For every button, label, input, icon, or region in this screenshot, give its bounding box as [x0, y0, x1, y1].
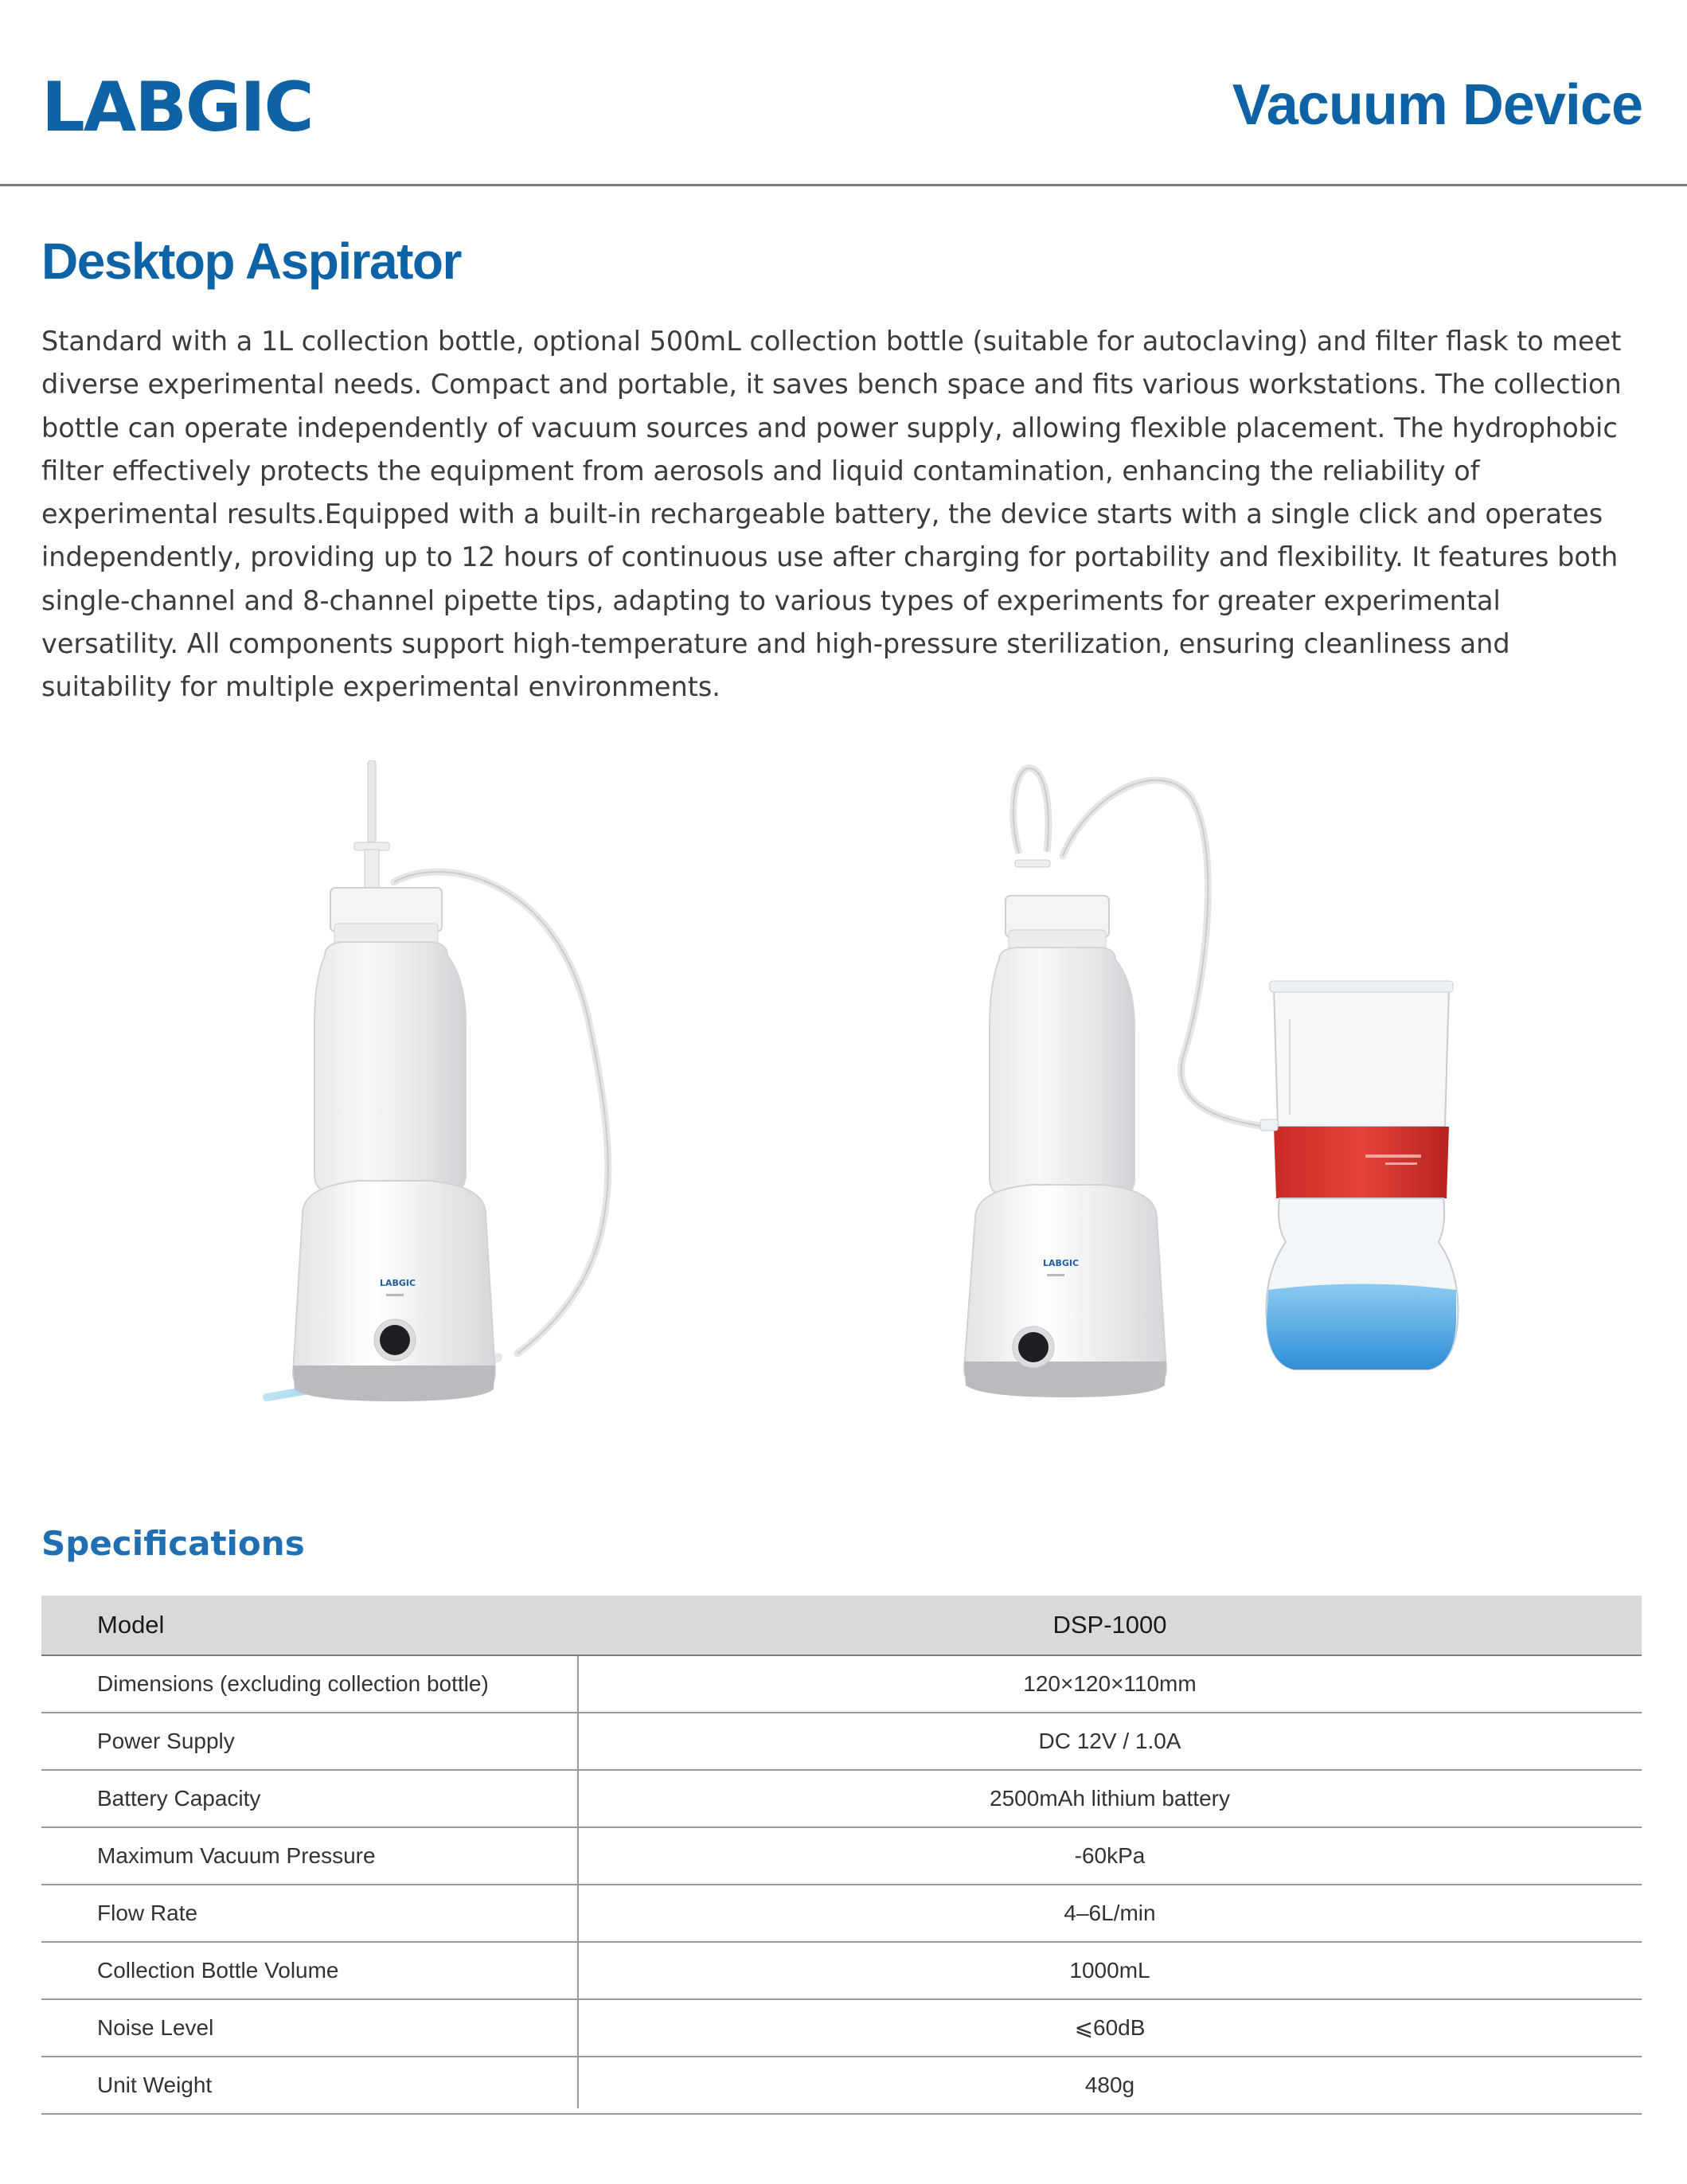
specifications-title: Specifications	[41, 1524, 305, 1563]
spec-value: 2500mAh lithium battery	[990, 1786, 1230, 1811]
spec-key: Flow Rate	[97, 1901, 198, 1925]
spec-key: Dimensions (excluding collection bottle)	[97, 1671, 489, 1696]
spec-value: 1000mL	[1069, 1958, 1150, 1983]
spec-value: DC 12V / 1.0A	[1038, 1729, 1181, 1753]
aspirator-with-filter-flask-image	[951, 764, 1461, 1401]
spec-header-key: Model	[97, 1611, 165, 1639]
spec-value: -60kPa	[1074, 1843, 1146, 1868]
spec-value: 480g	[1084, 2073, 1135, 2097]
spec-value: 4–6L/min	[1064, 1901, 1156, 1925]
labgic-logo: LABGIC	[41, 68, 313, 147]
spec-header-value: DSP-1000	[1052, 1611, 1167, 1639]
device-logo-2: LABGIC	[1043, 1258, 1080, 1268]
spec-row-flow-rate	[41, 1885, 1642, 1943]
spec-row-power-supply	[41, 1713, 1642, 1771]
spec-table-header	[41, 1596, 1642, 1656]
spec-key: Battery Capacity	[97, 1786, 261, 1811]
spec-column-divider	[577, 1656, 579, 2108]
spec-key: Maximum Vacuum Pressure	[97, 1843, 376, 1868]
product-title: Desktop Aspirator	[41, 232, 461, 290]
spec-key: Noise Level	[97, 2015, 214, 2040]
spec-value: ⩽60dB	[1074, 2015, 1146, 2040]
spec-row-max-vacuum	[41, 1828, 1642, 1885]
spec-key: Collection Bottle Volume	[97, 1958, 339, 1983]
header-divider	[0, 184, 1687, 186]
spec-row-bottle-volume	[41, 1943, 1642, 2000]
section-title: Vacuum Device	[1232, 73, 1642, 137]
page-header	[0, 0, 1687, 186]
spec-row-unit-weight	[41, 2057, 1642, 2115]
spec-row-dimensions	[41, 1656, 1642, 1713]
spec-row-battery-capacity	[41, 1771, 1642, 1828]
device-logo-1: LABGIC	[380, 1278, 416, 1288]
spec-row-noise-level	[41, 2000, 1642, 2057]
product-description: Standard with a 1L collection bottle, optional 500mL collection bottle (suitable for autoclaving) and filter flask to meet diverse experimental needs. Compact and portable, it saves bench space and fits various workstations. The collection bottle can operate independently of vacuum sources and power supply, allowing flexible placement. The hydrophobic filter effectively protects the equipment from aerosols and liquid contamination, enhancing the reliability of experimental results.Equipped with a built-in rechargeable battery, the device starts with a single click and operates independently, providing up to 12 hours of continuous use after charging for portability and flexibility. It features both single-channel and 8-channel pipette tips, adapting to various types of experiments for greater experimental versatility. All components support high-temperature and high-pressure sterilization, ensuring cleanliness and suitability for multiple experimental environments.	[41, 326, 1622, 703]
spec-value: 120×120×110mm	[1023, 1671, 1197, 1696]
spec-key: Power Supply	[97, 1729, 235, 1753]
aspirator-with-pipette-tip-image	[255, 760, 701, 1445]
specifications-table	[41, 1596, 1642, 2115]
spec-key: Unit Weight	[97, 2073, 213, 2097]
